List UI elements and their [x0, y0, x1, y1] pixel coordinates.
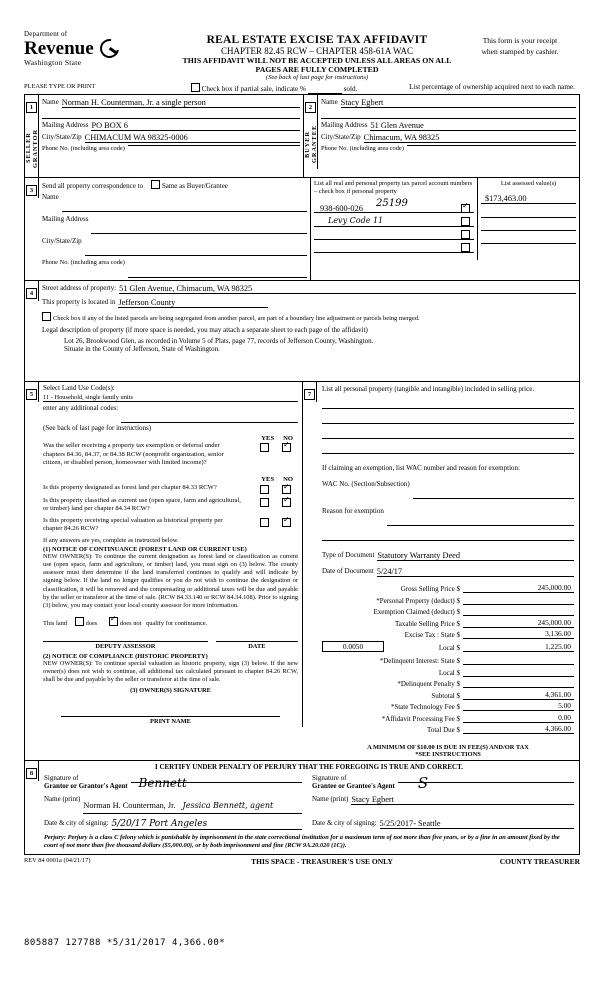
taxable-price-label: Taxable Selling Price $	[394, 619, 460, 628]
minimum-due-note: A MINIMUM OF $10.00 IS DUE IN FEE(S) AND/OR TAX	[367, 744, 529, 751]
grantee-print-name-label: Name (print)	[312, 795, 349, 803]
buyer-name-value[interactable]: Stacy Egbert	[341, 98, 576, 108]
local-tax-label: Local $	[438, 644, 460, 652]
buyer-phone-value[interactable]	[407, 145, 576, 146]
legal-description-line-2: Situate in the County of Jefferson, State of Washington.	[64, 345, 220, 353]
buyer-csz-label: City/State/Zip	[321, 133, 361, 141]
section-7-number: 7	[304, 389, 315, 400]
delinquent-interest-state-label: *Delinquent Interest: State $	[379, 657, 460, 665]
reason-exemption-label: Reason for exemption	[322, 507, 384, 515]
question-4-yes-checkbox[interactable]	[260, 518, 269, 527]
agency-logo	[24, 30, 174, 67]
section-7-tax	[303, 382, 579, 760]
land-use-see-back: (See back of last page for instructions)	[43, 424, 152, 432]
parcel-header: List all real and personal property tax parcel account numbers – check box if personal property	[314, 180, 473, 195]
grantee-signature-field[interactable]	[398, 774, 574, 792]
grantee-signature-label-2: Grantee or Grantee's Agent	[312, 782, 395, 790]
affidavit-processing-fee-value[interactable]: 0.00	[463, 713, 574, 723]
seller-csz-value[interactable]: CHIMACUM WA 98325-0006	[85, 133, 300, 143]
seller-phone-label: Phone No. (including area code)	[42, 145, 125, 152]
receipt-line-2: when stamped by cashier.	[481, 47, 559, 56]
land-use-code-value[interactable]: 11 - Household, single family units	[43, 394, 298, 402]
corr-mailing-value[interactable]	[91, 215, 307, 234]
question-4-no-checkbox[interactable]	[282, 518, 291, 527]
section-8-number: 8	[26, 768, 37, 779]
seller-name-label: Name	[42, 98, 59, 106]
segregation-label: Check box if any of the listed parcels are being segregated from another parcel, are part of a boundary line adjustment or parcels being merged.	[53, 315, 420, 322]
delinquent-penalty-label: *Delinquent Penalty $	[397, 680, 460, 688]
certify-statement: I CERTIFY UNDER PENALTY OF PERJURY THAT THE FOREGOING IS TRUE AND CORRECT.	[154, 763, 463, 771]
partial-sale-row	[24, 83, 580, 94]
section-2-buyer	[304, 95, 579, 169]
treasurer-space-label: THIS SPACE - TREASURER'S USE ONLY	[251, 856, 393, 866]
receipt-note	[460, 35, 580, 57]
parcel-personal-checkbox-4[interactable]	[461, 243, 470, 252]
if-any-yes-note: If any answers are yes, complete as instructed below.	[43, 536, 179, 544]
dept-label: Department of	[24, 30, 68, 38]
question-1-yes-checkbox[interactable]	[260, 443, 269, 452]
parcel-personal-checkbox-3[interactable]	[461, 230, 470, 239]
subtotal-label: Subtotal $	[431, 691, 460, 700]
personal-property-deduct-value[interactable]	[463, 595, 574, 605]
buyer-side-label: BUYER GRANTEE	[304, 124, 318, 164]
exemption-instructions: If claiming an exemption, list WAC number and reason for exemption:	[322, 464, 520, 472]
additional-codes-label: enter any additional codes:	[43, 404, 119, 412]
buyer-mailing-label: Mailing Address	[321, 121, 368, 129]
grantee-date-city-label: Date & city of signing:	[312, 819, 377, 827]
yes-header-2: YES	[261, 475, 275, 483]
question-3-no-checkbox[interactable]	[282, 498, 291, 507]
grantor-signature-label-1: Signature of	[44, 774, 79, 782]
does-not-label: does not	[119, 619, 142, 627]
corr-phone-value[interactable]	[128, 259, 307, 278]
street-address-label: Street address of property:	[42, 284, 117, 292]
delinquent-interest-local-label: Local $	[438, 668, 460, 677]
grantor-date-city-label: Date & city of signing:	[44, 819, 109, 827]
partial-sale-label: Check box if partial sale, indicate %	[201, 85, 306, 93]
parcel-number[interactable]: 938-600-026	[320, 204, 363, 213]
corr-csz-value[interactable]	[85, 237, 307, 256]
grantor-print-name-value: Norman H. Counterman, Jr.	[83, 801, 176, 810]
taxable-price-value[interactable]: 245,000.00	[463, 618, 574, 628]
correspondence-title-row	[42, 180, 307, 190]
revenue-label: Revenue	[24, 37, 94, 59]
sold-label: sold.	[343, 85, 358, 93]
delinquent-interest-local-value[interactable]	[463, 667, 574, 677]
buyer-name-label: Name	[321, 98, 338, 106]
legal-description-line-1: Lot 26, Brookwood Glen, as recorded in Volume 5 of Plats, page 77, records of Jefferson County, Washington.	[64, 337, 374, 345]
seller-name-value[interactable]: Norman H. Counterman, Jr. a single person	[62, 98, 300, 108]
swoosh-icon	[98, 38, 118, 58]
subtotal-value[interactable]: 4,361.00	[463, 690, 574, 700]
correspondence-title: Send all property correspondence to	[42, 182, 144, 190]
form-title: REAL ESTATE EXCISE TAX AFFIDAVIT	[206, 34, 428, 46]
notice-1-body: NEW OWNER(S): To continue the current designation as forest land or classification as current use (open space, farm and agriculture, or timber) land, you must sign on (3) below. The county assessor must then determine if the land transferred continues to qualify and will indicate by signing below. If the land no longer qualifies or you do not wish to continue the designation or classification, it will be removed and the compensating or additional taxes will be due and payable by the seller or transferor at the time of sale. (RCW 84.33.140 or RCW 84.34.108). Prior to signing (3) below, you may contact your local county assessor for more information.	[43, 552, 298, 610]
does-not-qualify-checkbox[interactable]	[109, 617, 118, 626]
grantee-print-name-value[interactable]: Stacy Egbert	[351, 795, 574, 805]
segregation-checkbox[interactable]	[42, 312, 51, 321]
grantee-date-city-value[interactable]: 5/25/2017- Seattle	[380, 819, 574, 829]
deputy-assessor-label: DEPUTY ASSESSOR	[95, 642, 156, 650]
doc-date-value[interactable]: 5/24/17	[377, 567, 574, 577]
personal-property-title: List all personal property (tangible and intangible) included in selling price.	[322, 385, 535, 393]
notice-3-title: (3) OWNER(S) SIGNATURE	[130, 687, 211, 695]
buyer-csz-value[interactable]: Chimacum, WA 98325	[364, 133, 576, 143]
partial-sale-checkbox[interactable]	[191, 83, 200, 92]
legal-description-label: Legal description of property (if more space is needed, you may attach a separate sheet to each page of the affidavit)	[42, 326, 368, 334]
section-1-number: 1	[26, 102, 37, 113]
local-rate-box[interactable]: 0.0050	[322, 641, 384, 652]
exemption-claimed-value[interactable]	[463, 606, 574, 616]
see-instructions-note: *SEE INSTRUCTIONS	[415, 751, 481, 758]
same-as-buyer-checkbox[interactable]	[151, 180, 160, 189]
local-tax-value[interactable]: 1,225.00	[463, 642, 574, 652]
ownership-note: List percentage of ownership acquired next to each name.	[409, 83, 575, 91]
wac-number-value[interactable]	[413, 480, 574, 499]
grantor-print-name-label: Name (print)	[44, 795, 81, 803]
section-5-land-use	[25, 382, 303, 727]
doc-date-label: Date of Document	[322, 567, 374, 575]
seller-phone-value[interactable]	[128, 145, 300, 146]
affidavit-form	[24, 30, 580, 866]
corr-name-value[interactable]	[62, 193, 307, 212]
section-8-certification	[24, 761, 580, 855]
assessor-date-label: DATE	[248, 642, 266, 650]
street-address-value[interactable]: 51 Glen Avenue, Chimacum, WA 98325	[119, 284, 576, 294]
section-2-number: 2	[305, 102, 316, 113]
question-2-no-checkbox[interactable]	[282, 485, 291, 494]
question-3-text: Is this property classified as current use (open space, farm and agricultural, or timber) land per chapter 84.34 RCW?	[43, 496, 241, 512]
perjury-text: Perjury: Perjury is a class C felony which is punishable by imprisonment in the state correctional institution for a maximum term of not more than five years, or by a fine in an amount fixed by the court of not more than five thousand dollars ($5,000.00), or by both imprisonment and fine (RCW 9A.20.020 (1C)).	[44, 834, 560, 850]
question-1-no-checkbox[interactable]	[282, 443, 291, 452]
county-treasurer-label: COUNTY TREASURER	[499, 856, 580, 866]
no-header-2: NO	[283, 475, 293, 483]
delinquent-penalty-value[interactable]	[463, 678, 574, 688]
question-4-text: Is this property receiving special valuation as historical property per chapter 84.26 RCW?	[43, 516, 223, 532]
wac-number-label: WAC No. (Section/Subsection)	[322, 480, 410, 488]
total-due-label: Total Due $	[427, 726, 460, 734]
section-3-number: 3	[26, 185, 37, 196]
additional-codes-value[interactable]	[121, 404, 298, 423]
gross-price-value[interactable]: 245,000.00	[463, 583, 574, 593]
section-5-7-block	[24, 382, 580, 761]
grantor-print-name-extra: Jessica Bennett, agent	[182, 801, 274, 810]
seller-csz-label: City/State/Zip	[42, 133, 82, 141]
does-label: does	[85, 619, 98, 627]
question-1-text: Was the seller receiving a property tax exemption or deferral under chapters 84.36, 84.37, or 84.38 RCW (nonprofit organization, senior citizen, or disabled person, homeowner with limited income)?	[43, 442, 224, 466]
treasurer-stamp: 805887 127788 *5/31/2017 4,366.00*	[24, 938, 226, 948]
form-chapter: CHAPTER 82.45 RCW – CHAPTER 458-61A WAC	[221, 46, 413, 56]
corr-csz-label: City/State/Zip	[42, 237, 82, 245]
affidavit-processing-fee-label: *Affidavit Processing Fee $	[381, 714, 460, 723]
corr-phone-label: Phone No. (including area code)	[42, 259, 125, 266]
state-technology-fee-label: *State Technology Fee $	[390, 703, 460, 711]
state-label: Washington State	[24, 58, 82, 67]
print-name-label: PRINT NAME	[150, 718, 191, 726]
seller-mailing-label: Mailing Address	[42, 121, 89, 129]
section-5-number: 5	[26, 389, 37, 400]
grantor-signature-field[interactable]	[131, 776, 302, 790]
form-notice: THIS AFFIDAVIT WILL NOT BE ACCEPTED UNLESS ALL AREAS ON ALL PAGES ARE FULLY COMPLETED	[182, 56, 452, 74]
delinquent-interest-state-value[interactable]	[463, 655, 574, 665]
notice-1-title: (1) NOTICE OF CONTINUANCE (FOREST LAND OR CURRENT USE)	[43, 545, 247, 553]
parcel-hand-note-1: 25199	[376, 198, 408, 209]
type-print-label: PLEASE TYPE OR PRINT	[24, 83, 96, 90]
assessed-header: List assessed value(s)	[500, 180, 557, 187]
section-4-number: 4	[26, 288, 37, 299]
grantee-signature-handwriting: S	[417, 774, 429, 792]
notice-2-body: NEW OWNER(S): To continue special valuation as historic property, sign (3) below. If the new owner(s) does not wish to continue, all additional tax calculated pursuant to chapter 84.26 RCW, shall be due and payable by the seller or transferor at the time of sale.	[43, 659, 298, 684]
question-3-yes-checkbox[interactable]	[260, 498, 269, 507]
parcel-personal-checkbox-2[interactable]	[461, 217, 470, 226]
land-use-title: Select Land Use Code(s):	[43, 384, 115, 392]
gross-price-label: Gross Selling Price $	[400, 585, 460, 593]
title-block	[174, 34, 460, 81]
this-land-label: This land	[43, 619, 67, 627]
seller-side-label: SELLER GRANTOR	[25, 128, 39, 168]
buyer-phone-label: Phone No. (including area code)	[321, 145, 404, 152]
qualify-label: qualify for continuance.	[146, 619, 208, 627]
notice-2-title: (2) NOTICE OF COMPLIANCE (HISTORIC PROPERTY)	[43, 652, 208, 660]
same-as-buyer-label: Same as Buyer/Grantee	[161, 182, 228, 190]
question-2-text: Is this property designated as forest land per chapter 84.33 RCW?	[43, 483, 217, 491]
assessed-value[interactable]: $173,463.00	[485, 194, 527, 203]
does-qualify-checkbox[interactable]	[75, 617, 84, 626]
buyer-mailing-value[interactable]: 51 Glen Avenue	[370, 121, 576, 131]
excise-tax-state-value[interactable]: 3,136.00	[463, 629, 574, 639]
located-in-label: This property is located in	[42, 298, 116, 306]
form-header	[24, 30, 580, 81]
receipt-line-1: This form is your receipt	[482, 36, 558, 45]
grantor-signature-label-2: Grantor or Grantor's Agent	[44, 782, 128, 790]
parcel-hand-note-2: Levy Code 11	[328, 216, 384, 225]
no-header-1: NO	[283, 435, 293, 442]
corr-mailing-label: Mailing Address	[42, 215, 89, 223]
seller-mailing-value[interactable]: PO BOX 6	[91, 121, 300, 131]
state-technology-fee-value[interactable]: 5.00	[463, 701, 574, 711]
yes-header-1: YES	[261, 435, 275, 442]
excise-tax-state-label: Excise Tax : State $	[404, 631, 460, 639]
exemption-claimed-label: Exemption Claimed (deduct) $	[373, 608, 460, 616]
grantor-signature-handwriting: Bennett	[138, 776, 187, 790]
located-in-value[interactable]: Jefferson County	[118, 298, 268, 308]
parcel-personal-checkbox-1[interactable]	[461, 204, 470, 213]
seller-buyer-block	[24, 94, 580, 178]
personal-property-deduct-label: *Personal Property (deduct) $	[376, 596, 460, 605]
form-instructions: (See back of last page for instructions)	[265, 74, 369, 81]
section-4-property	[24, 281, 580, 382]
grantor-date-city-value[interactable]: 5/20/17 Port Angeles	[112, 819, 302, 830]
doc-type-label: Type of Document	[322, 551, 375, 559]
doc-type-value[interactable]: Statutory Warranty Deed	[377, 551, 574, 561]
section-3-correspondence	[24, 178, 580, 281]
question-2-yes-checkbox[interactable]	[260, 485, 269, 494]
corr-name-label: Name	[42, 193, 59, 201]
grantee-signature-label-1: Signature of	[312, 774, 347, 782]
grantor-print-name-field[interactable]	[83, 795, 302, 814]
reason-exemption-value[interactable]	[387, 507, 574, 526]
rev-number: REV 84 0001a (04/21/17)	[24, 856, 91, 864]
total-due-value[interactable]: 4,366.00	[463, 724, 574, 734]
section-1-seller	[25, 95, 304, 177]
